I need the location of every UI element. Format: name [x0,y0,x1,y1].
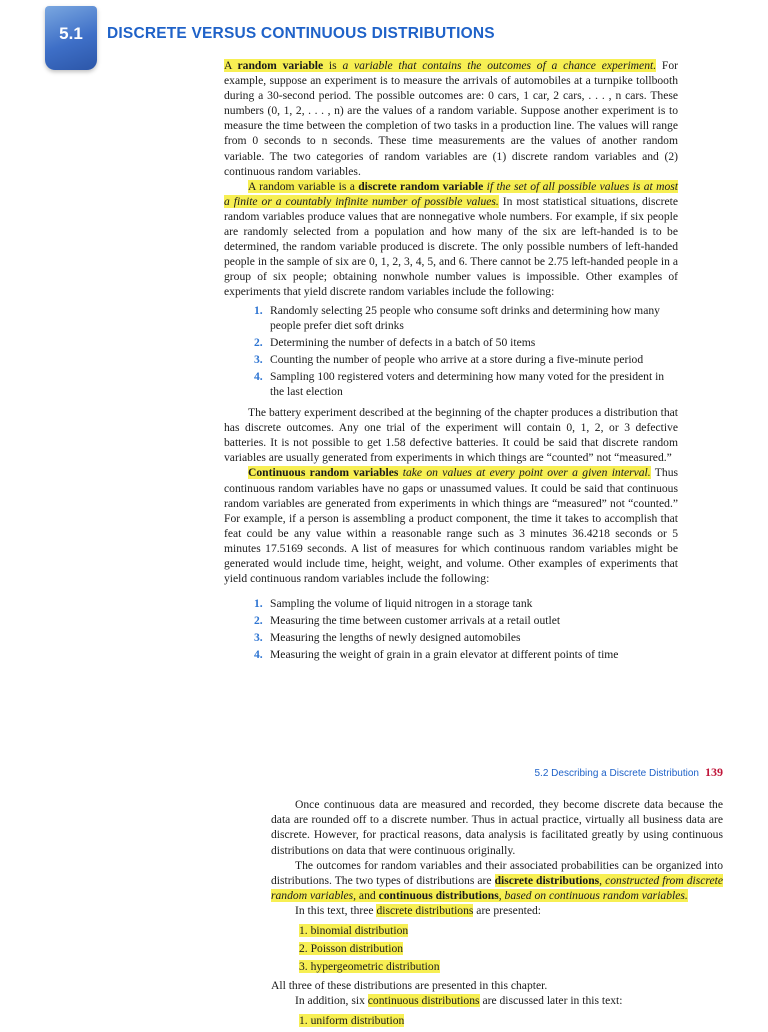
definition-discrete-random-variable: if the set of all possible values is at most a finite or a countably infinite number of possible values. [224,179,678,208]
list-item [271,959,723,974]
second-page-column [271,797,723,1032]
term-discrete-distributions: discrete distributions [376,904,474,918]
text: In most statistical situations, discrete random variables produce values that are nonnegative whole numbers. For example, if six people are randomly selected from a population and how many of the six are left-handed is to be determined, the random variable produced is discrete. The only possible numbers of left-handed people in the sample of six are 0, 1, 2, 3, 4, 5, and 6. There cannot be 2.75 left-handed people in a group of six people; obtaining nonwhole number values is impossible. Other examples of experiments that yield discrete random variables include the following: [224,194,678,299]
term-discrete-random-variable: discrete random variable [358,179,484,193]
text: A random variable is a [248,179,359,193]
text: are presented: [473,904,541,918]
list-number: 3. [254,631,263,645]
list-item [271,923,723,938]
list-item [224,596,678,611]
distribution-binomial: 1. binomial distribution [299,923,409,937]
paragraph-discrete-random-variable [224,179,678,300]
list-number: 2. [254,614,263,628]
paragraph-three-discrete [271,903,723,918]
text: In addition, six [295,994,368,1008]
continuous-examples-list [224,596,678,662]
paragraph-all-three: All three of these distributions are presented in this chapter. [271,979,548,993]
term-continuous-distributions: continuous distributions [378,889,499,903]
text: and [356,889,379,903]
list-item [224,630,678,645]
list-item [224,613,678,628]
list-text: Sampling 100 registered voters and determining how many voted for the president in the last election [270,369,665,398]
distribution-uniform: 1. uniform distribution [299,1013,405,1027]
discrete-examples-list [224,303,678,400]
continuous-distributions-list [271,1013,723,1028]
text: In this text, three [295,904,377,918]
page-number: 139 [705,765,723,779]
list-number: 3. [254,352,263,366]
term-continuous-distributions: continuous distributions [367,994,480,1008]
paragraph-continuous-random-variables [224,465,678,586]
list-number: 1. [254,597,263,611]
text: Thus continuous random variables have no gaps or unassumed values. It could be said that continuous random variables are generated from experiments in which things are “measured” not “counted.” For example, if a person is assembling a product component, the time it takes to accomplish that feat could be any value within a reasonable range such as 3 minutes 36.4218 seconds or 5 minutes 17.5169 seconds. A list of measures for which continuous random variables might be generated would include time, height, weight, and volume. Other examples of experiments that yield continuous random variables include the following: [224,466,678,586]
distribution-poisson: 2. Poisson distribution [299,941,404,955]
definition-continuous-random-variables: take on values at every point over a given interval. [398,466,651,480]
section-number: 5.1 [59,24,83,43]
list-text: Measuring the lengths of newly designed automobiles [270,631,521,645]
list-item [271,1013,723,1028]
text: , [498,889,505,903]
paragraph-six-continuous [271,993,723,1008]
text: are discussed later in this text: [479,994,623,1008]
distribution-hypergeometric: 3. hypergeometric distribution [299,960,440,974]
running-head-label: 5.2 Describing a Discrete Distribution [534,768,699,779]
paragraph-random-variable [224,58,678,179]
list-text: Determining the number of defects in a batch of 50 items [270,335,536,349]
list-text: Randomly selecting 25 people who consume soft drinks and determining how many people prefer diet soft drinks [270,303,660,332]
list-item [224,369,678,399]
discrete-distributions-list [271,923,723,975]
list-text: Measuring the weight of grain in a grain elevator at different points of time [270,648,619,662]
list-text: Measuring the time between customer arrivals at a retail outlet [270,614,561,628]
term-discrete-distributions: discrete distributions [494,874,600,888]
list-item [224,303,678,333]
term-random-variable: random variable [237,59,324,72]
paragraph-continuous-data: Once continuous data are measured and recorded, they become discrete data because the data are rounded off to a discrete number. Thus in actual practice, virtually all business data are discrete. However, for practical reasons, data analysis is facilitated greatly by using continuous distributions on data that were continuous originally. [271,798,723,857]
section-number-badge [45,6,97,70]
list-number: 2. [254,335,263,349]
running-head [534,765,723,780]
list-item [224,647,678,662]
text: A [224,59,238,72]
list-item [224,352,678,367]
text: For example, suppose an experiment is to measure the arrivals of automobiles at a turnpike tollbooth during a 30-second period. The possible outcomes are: 0 cars, 1 car, 2 cars, . . . , n cars. These numbers (0, 1, 2, . . . , n) are the values of a random variable. Suppose another experiment is to measure the time between the completion of two tasks in a production line. The values will range from 0 seconds to n seconds. These time measurements are the values of another random variable. The two categories of random variables are (1) discrete random variables and (2) continuous random variables. [224,59,679,178]
list-text: Counting the number of people who arrive at a store during a five-minute period [270,352,644,366]
list-number: 4. [254,369,263,383]
list-number: 4. [254,648,263,662]
main-column [224,58,678,669]
list-item [271,941,723,956]
definition-continuous-distributions: based on continuous random variables. [504,889,688,903]
text: , [599,874,606,888]
list-text: Sampling the volume of liquid nitrogen in a storage tank [270,597,533,611]
text: is [323,59,343,72]
list-item [224,335,678,350]
term-continuous-random-variables: Continuous random variables [248,466,399,480]
paragraph-battery-experiment: The battery experiment described at the beginning of the chapter produces a distribution that has discrete outcomes. Any one trial of the experiment will contain 0, 1, 2, or 3 defective batteries. It is not possible to get 1.58 defective batteries. It could be said that discrete random variables are usually generated from experiments in which things are “counted” not “measured.” [224,406,678,465]
list-number: 1. [254,303,263,317]
section-title: DISCRETE VERSUS CONTINUOUS DISTRIBUTIONS [107,25,495,42]
paragraph-distributions [271,858,723,904]
definition-random-variable: a variable that contains the outcomes of a chance experiment. [342,59,657,72]
text: The outcomes for random variables and their associated probabilities can be organized into distributions. The two types of distributions are [271,858,723,888]
definition-discrete-distributions: constructed from discrete random variables, [271,874,723,903]
